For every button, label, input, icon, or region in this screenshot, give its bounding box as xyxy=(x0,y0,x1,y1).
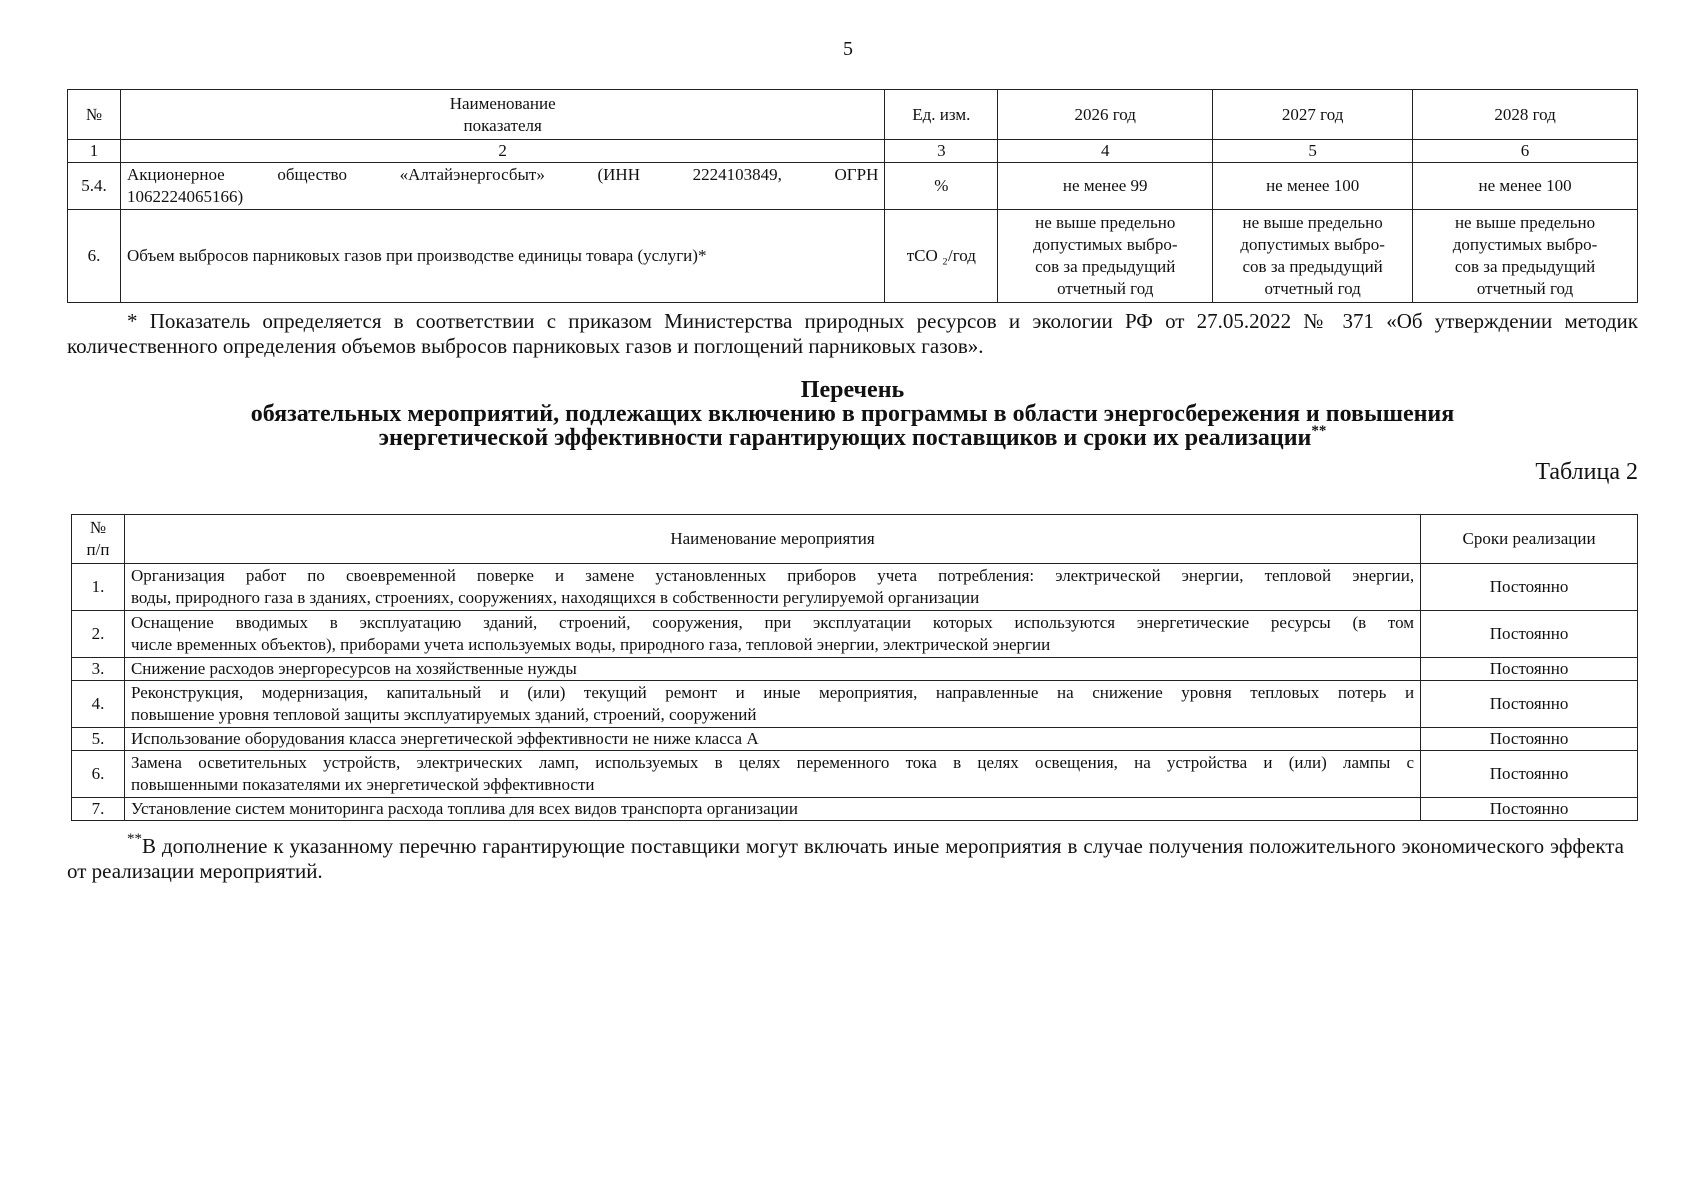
header-2028: 2028 год xyxy=(1413,90,1638,140)
value-2028: не менее 100 xyxy=(1413,163,1638,210)
column-numbers-row xyxy=(68,140,1638,163)
measures-table xyxy=(71,514,1638,821)
value-line: сов за предыдущий xyxy=(1454,257,1596,276)
header-unit: Ед. изм. xyxy=(885,90,998,140)
term-cell: Постоянно xyxy=(1421,564,1638,611)
row-number: 1. xyxy=(72,564,125,611)
table-header-row xyxy=(72,515,1638,564)
value-line: допустимых выбро- xyxy=(1240,235,1385,254)
header-no-line2: п/п xyxy=(86,540,110,559)
value-2027 xyxy=(1213,210,1413,303)
measure-line2: воды, природного газа в зданиях, строениях, сооружениях, находящихся в собственности регулируемой организации xyxy=(130,588,980,607)
row-number: 6. xyxy=(72,751,125,798)
table-row xyxy=(72,611,1638,658)
unit-cell: тСО ₂/год xyxy=(885,210,998,303)
heading-line3-text: энергетической эффективности гарантирующих поставщиков и сроки их реализации xyxy=(378,425,1312,451)
header-2026: 2026 год xyxy=(998,90,1213,140)
value-line: сов за предыдущий xyxy=(1035,257,1176,276)
indicator-name-line1: Акционерное общество «Алтайэнергосбыт» (ИНН 2224103849, ОГРН xyxy=(126,165,879,184)
table-row xyxy=(68,163,1638,210)
indicator-name: Объем выбросов парниковых газов при производстве единицы товара (услуги)* xyxy=(120,210,884,303)
row-number: 7. xyxy=(72,798,125,821)
table-row xyxy=(72,658,1638,681)
table-label: Таблица 2 xyxy=(1535,459,1638,485)
page-number: 5 xyxy=(843,38,853,60)
indicator-name xyxy=(120,163,884,210)
table-row xyxy=(72,564,1638,611)
table-row xyxy=(72,751,1638,798)
header-name-line2: показателя xyxy=(463,115,542,135)
measure-line2: повышенными показателями их энергетической эффективности xyxy=(130,775,595,794)
value-2026: не менее 99 xyxy=(998,163,1213,210)
header-2027: 2027 год xyxy=(1213,90,1413,140)
measure-line1: Организация работ по своевременной поверке и замене установленных приборов учета потребления: электрической энергии, тепловой энергии, xyxy=(130,566,1415,585)
heading-footnote-mark: ** xyxy=(1311,423,1327,439)
measure-name xyxy=(124,681,1420,728)
term-cell: Постоянно xyxy=(1421,611,1638,658)
row-number: 2. xyxy=(72,611,125,658)
measure-name: Снижение расходов энергоресурсов на хозяйственные нужды xyxy=(124,658,1420,681)
footnote-mark: ** xyxy=(127,831,142,847)
value-2026 xyxy=(998,210,1213,303)
measure-name xyxy=(124,564,1420,611)
term-cell: Постоянно xyxy=(1421,798,1638,821)
value-line: отчетный год xyxy=(1057,279,1154,298)
heading-line3 xyxy=(67,423,1638,451)
term-cell: Постоянно xyxy=(1421,728,1638,751)
column-number: 4 xyxy=(998,140,1213,163)
column-number: 3 xyxy=(885,140,998,163)
measure-name xyxy=(124,611,1420,658)
column-number: 5 xyxy=(1213,140,1413,163)
column-number: 1 xyxy=(68,140,121,163)
value-2028 xyxy=(1413,210,1638,303)
row-number: 5.4. xyxy=(68,163,121,210)
column-number: 6 xyxy=(1413,140,1638,163)
row-number: 6. xyxy=(68,210,121,303)
value-line: допустимых выбро- xyxy=(1032,235,1178,254)
value-line: отчетный год xyxy=(1476,279,1574,298)
measure-line2: повышение уровня тепловой защиты эксплуатируемых зданий, строений, сооружений xyxy=(130,705,757,724)
measure-name xyxy=(124,751,1420,798)
table-row xyxy=(68,210,1638,303)
header-no-line1: № xyxy=(89,518,107,537)
indicators-table xyxy=(67,89,1638,303)
header-indicator-name xyxy=(120,90,884,140)
measure-name: Установление систем мониторинга расхода топлива для всех видов транспорта организации xyxy=(124,798,1420,821)
term-cell: Постоянно xyxy=(1421,658,1638,681)
header-measure-name: Наименование мероприятия xyxy=(124,515,1420,564)
term-cell: Постоянно xyxy=(1421,681,1638,728)
header-name-line1: Наименование xyxy=(449,93,556,113)
heading-line1: Перечень xyxy=(800,377,905,403)
column-number: 2 xyxy=(120,140,884,163)
value-line: допустимых выбро- xyxy=(1452,235,1598,254)
table-row xyxy=(72,681,1638,728)
row-number: 3. xyxy=(72,658,125,681)
value-line: не выше предельно xyxy=(1035,213,1176,232)
value-line: отчетный год xyxy=(1264,279,1361,298)
header-no xyxy=(72,515,125,564)
header-term: Сроки реализации xyxy=(1421,515,1638,564)
value-line: не выше предельно xyxy=(1454,213,1596,232)
value-line: не выше предельно xyxy=(1242,213,1383,232)
table-row xyxy=(72,798,1638,821)
heading-line2: обязательных мероприятий, подлежащих включению в программы в области энергосбережения и повышения xyxy=(250,401,1455,427)
term-cell: Постоянно xyxy=(1421,751,1638,798)
measure-line1: Замена осветительных устройств, электрических ламп, используемых в целях переменного тока в целях освещения, на устройства и (или) лампы с xyxy=(130,753,1415,772)
value-2027: не менее 100 xyxy=(1213,163,1413,210)
footnote-ghg: * Показатель определяется в соответствии с приказом Министерства природных ресурсов и экологии РФ от 27.05.2022 № 371 «Об утверждении методик количественного определения объемов выбросов парниковых газов и поглощений парниковых газов». xyxy=(67,309,1638,358)
header-no: № xyxy=(68,90,121,140)
footnote-additional-measures xyxy=(67,831,1624,884)
row-number: 5. xyxy=(72,728,125,751)
value-line: сов за предыдущий xyxy=(1242,257,1383,276)
table-header-row xyxy=(68,90,1638,140)
table-row xyxy=(72,728,1638,751)
unit-cell: % xyxy=(885,163,998,210)
row-number: 4. xyxy=(72,681,125,728)
measure-line2: числе временных объектов), приборами учета используемых воды, природного газа, тепловой энергии, электрической энергии xyxy=(130,635,1051,654)
measure-line1: Реконструкция, модернизация, капитальный и (или) текущий ремонт и иные мероприятия, направленные на снижение уровня тепловых потерь и xyxy=(130,683,1415,702)
measure-name: Использование оборудования класса энергетической эффективности не ниже класса А xyxy=(124,728,1420,751)
measure-line1: Оснащение вводимых в эксплуатацию зданий, строений, сооружения, при эксплуатации которых используются энергетические ресурсы (в том xyxy=(130,613,1415,632)
footnote-text: В дополнение к указанному перечню гарантирующие поставщики могут включать иные мероприятия в случае получения положительного экономического эффекта от реализации мероприятий. xyxy=(67,834,1624,883)
indicator-name-line2: 1062224065166) xyxy=(126,187,244,206)
